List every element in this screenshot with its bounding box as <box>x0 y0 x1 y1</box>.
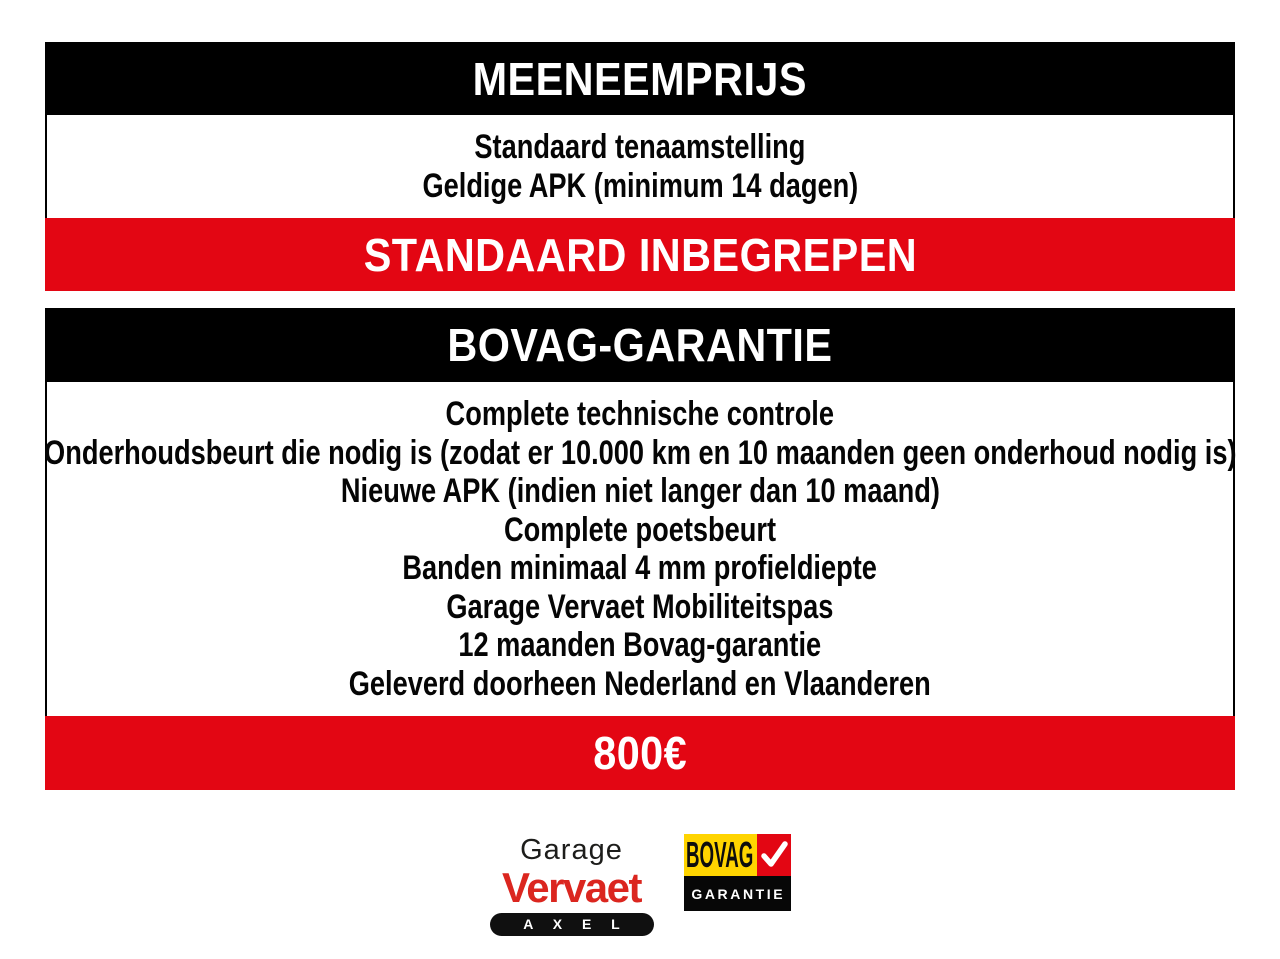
warranty-item: Geleverd doorheen Nederland en Vlaanderen <box>349 664 931 703</box>
meeneemprijs-conditions <box>45 115 1235 218</box>
warranty-item: 12 maanden Bovag-garantie <box>458 626 822 664</box>
bovag-logo-sub-box <box>684 876 791 911</box>
warranty-item: Complete technische controle <box>445 395 835 433</box>
price-bar <box>45 716 1235 790</box>
standaard-inbegrepen-label: STANDAARD INBEGREPEN <box>363 228 917 281</box>
warranty-item: Banden minimaal 4 mm profieldiepte <box>402 549 878 587</box>
standaard-inbegrepen-bar <box>45 218 1235 291</box>
meeneemprijs-title: MEENEEMPRIJS <box>472 52 808 105</box>
garage-logo-word-axel: A X E L <box>490 913 654 936</box>
bovag-logo-top <box>684 834 791 876</box>
warranty-item: Complete poetsbeurt <box>503 510 777 549</box>
warranty-item: Garage Vervaet Mobiliteitspas <box>446 587 834 626</box>
checkmark-icon <box>760 840 788 870</box>
bovag-logo-name: BOVAG <box>686 834 754 875</box>
bovag-logo-sub: GARANTIE <box>691 885 786 902</box>
bovag-garantie-title: BOVAG-GARANTIE <box>447 319 833 371</box>
footer-logos <box>0 834 1280 936</box>
bovag-garantie-logo <box>684 834 791 911</box>
garage-vervaet-logo <box>490 834 654 936</box>
bovag-garantie-header-bar <box>45 308 1235 382</box>
bovag-garantie-section <box>45 308 1235 790</box>
condition-line: Geldige APK (minimum 14 dagen) <box>422 166 858 205</box>
warranty-item: Onderhoudsbeurt die nodig is (zodat er 10.000 km en 10 maanden geen onderhoud nodig is) <box>43 433 1237 472</box>
price-text: 800€ <box>593 727 687 779</box>
warranty-items-list <box>45 382 1235 716</box>
meeneemprijs-section <box>45 42 1235 218</box>
garage-logo-word-garage: Garage <box>520 834 623 866</box>
warranty-item: Nieuwe APK (indien niet langer dan 10 maand) <box>340 472 940 510</box>
bovag-logo-check-box <box>757 834 791 876</box>
meeneemprijs-header-bar <box>45 42 1235 115</box>
offer-card <box>45 42 1235 790</box>
bovag-logo-name-box <box>684 834 757 876</box>
garage-logo-word-vervaet: Vervaet <box>502 864 641 911</box>
condition-line: Standaard tenaamstelling <box>474 128 806 166</box>
